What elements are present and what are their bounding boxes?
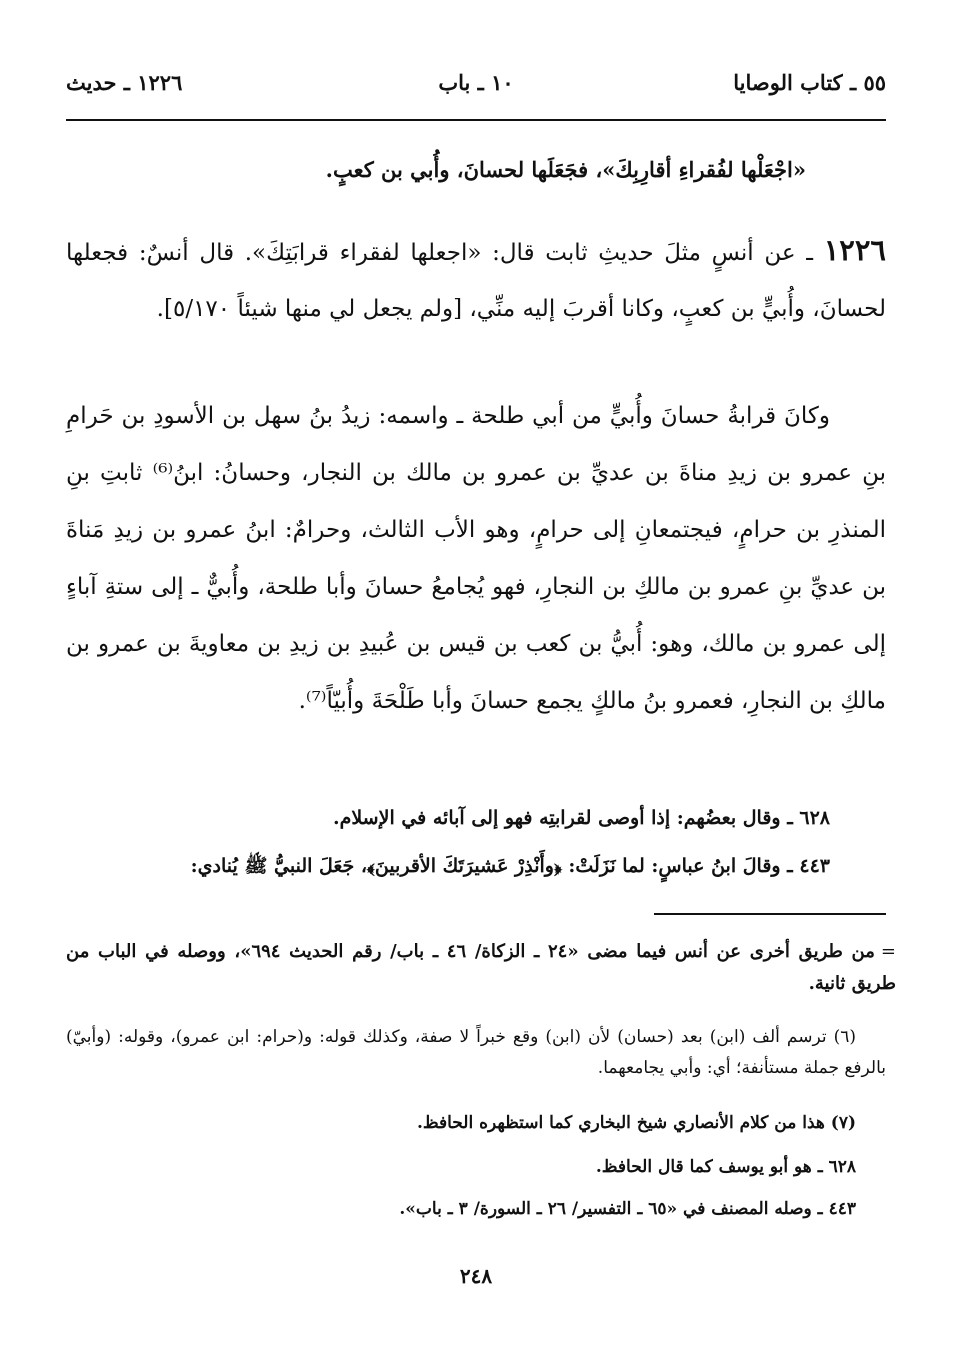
hadith-label: ١٢٢٦ ـ حديث — [66, 70, 183, 95]
hadith-paragraph — [66, 222, 886, 337]
continuation-mark: = — [880, 941, 896, 962]
footnote-628: ٦٢٨ ـ هو أبو يوسف كما قال الحافظ. — [595, 1157, 856, 1177]
header-divider — [66, 119, 886, 121]
chapter-label: ١٠ ـ باب — [438, 70, 514, 95]
footnote-divider — [654, 913, 886, 915]
quoted-hadith-line: «اجْعَلْها لفُقراءِ أقارِبِكَ»، فجَعَلَها لحسانَ، وأُبي بن كعبٍ. — [325, 157, 806, 182]
footnote-6: (٦) ترسم ألف (ابن) بعد (حسان) لأن (ابن) وقع خبراً لا صفة، وكذلك قوله: و(حرام: ابن عمرو)، وقوله: (وأبيّ) بالرفع جملة مستأنفة؛ أي: وأبي يجامعهما. — [66, 1027, 886, 1078]
page-number: ٢٤٨ — [459, 1264, 493, 1288]
hadith-text: ـ عن أنسٍ مثلَ حديثِ ثابت قال: «اجعلها لفقراء قرابَتِكَ». قال أنسٌ: فجعلها لحسانَ، وأُبيٍّ بن كعبٍ، وكانا أقربَ إليه منِّي، [ولم يجعل لي منها شيئاً ٥/١٧٠]. — [66, 240, 886, 322]
book-title: ٥٥ ـ كتاب الوصايا — [733, 70, 886, 95]
book-page — [66, 0, 896, 1354]
muallaq-443: ٤٤٣ ـ وقالَ ابنُ عباسٍ: لما نَزَلَتْ: ﴿وأَنْذِرْ عَشيرَتَكَ الأقربينَ﴾، جَعَلَ النبيُّ ﷺ يُنادي: — [190, 855, 830, 877]
footnote-continuation — [66, 936, 896, 1000]
page-header — [66, 70, 886, 104]
footnote-7: (٧) هذا من كلام الأنصاري شيخ البخاري كما استظهره الحافظ. — [416, 1113, 856, 1133]
narration-paragraph: وكانَ قرابةُ حسانَ وأُبيٍّ من أبي طلحة ـ واسمه: زيدُ بنُ سهل بن الأسودِ بن حَرامِ بنِ عمرو بن زيدِ مناةَ بن عديِّ بن عمرو بن مالك بن النجار، وحسانُ: ابنُ⁽⁶⁾ ثابتِ بنِ المنذرِ بن حرامٍ، فيجتمعانِ إلى حرامٍ، وهو الأب الثالث، وحرامٌ: ابنُ عمرو بن زيدِ مَناةَ بن عديِّ بنِ عمرو بن مالكِ بن النجارِ، فهو يُجامعُ حسانَ وأبا طلحة، وأُبيٌّ ـ إلى ستةِ آباءٍ إلى عمرو بن مالك، وهو: أُبيُّ بن كعب بن قيس بن عُبيدِ بن زيدِ بن معاويةَ بن عمرو بن مالكِ بن النجارِ، فعمرو بنُ مالكٍ يجمع حسانَ وأبا طَلْحَةَ وأُبيّاً⁽⁷⁾. — [66, 403, 887, 714]
footnote-443: ٤٤٣ ـ وصله المصنف في «٦٥ ـ التفسير/ ٢٦ ـ السورة/ ٣ ـ باب». — [399, 1199, 856, 1219]
hadith-number: ١٢٢٦ — [823, 233, 886, 267]
footnote-continuation-text: من طريق أخرى عن أنس فيما مضى «٢٤ ـ الزكاة/ ٤٦ ـ باب/ رقم الحديث ٦٩٤»، ووصله في الباب من طريق ثانية. — [66, 941, 896, 994]
muallaq-628: ٦٢٨ ـ وقال بعضُهم: إذا أوصى لقرابتِه فهو إلى آبائه في الإسلام. — [332, 807, 830, 829]
